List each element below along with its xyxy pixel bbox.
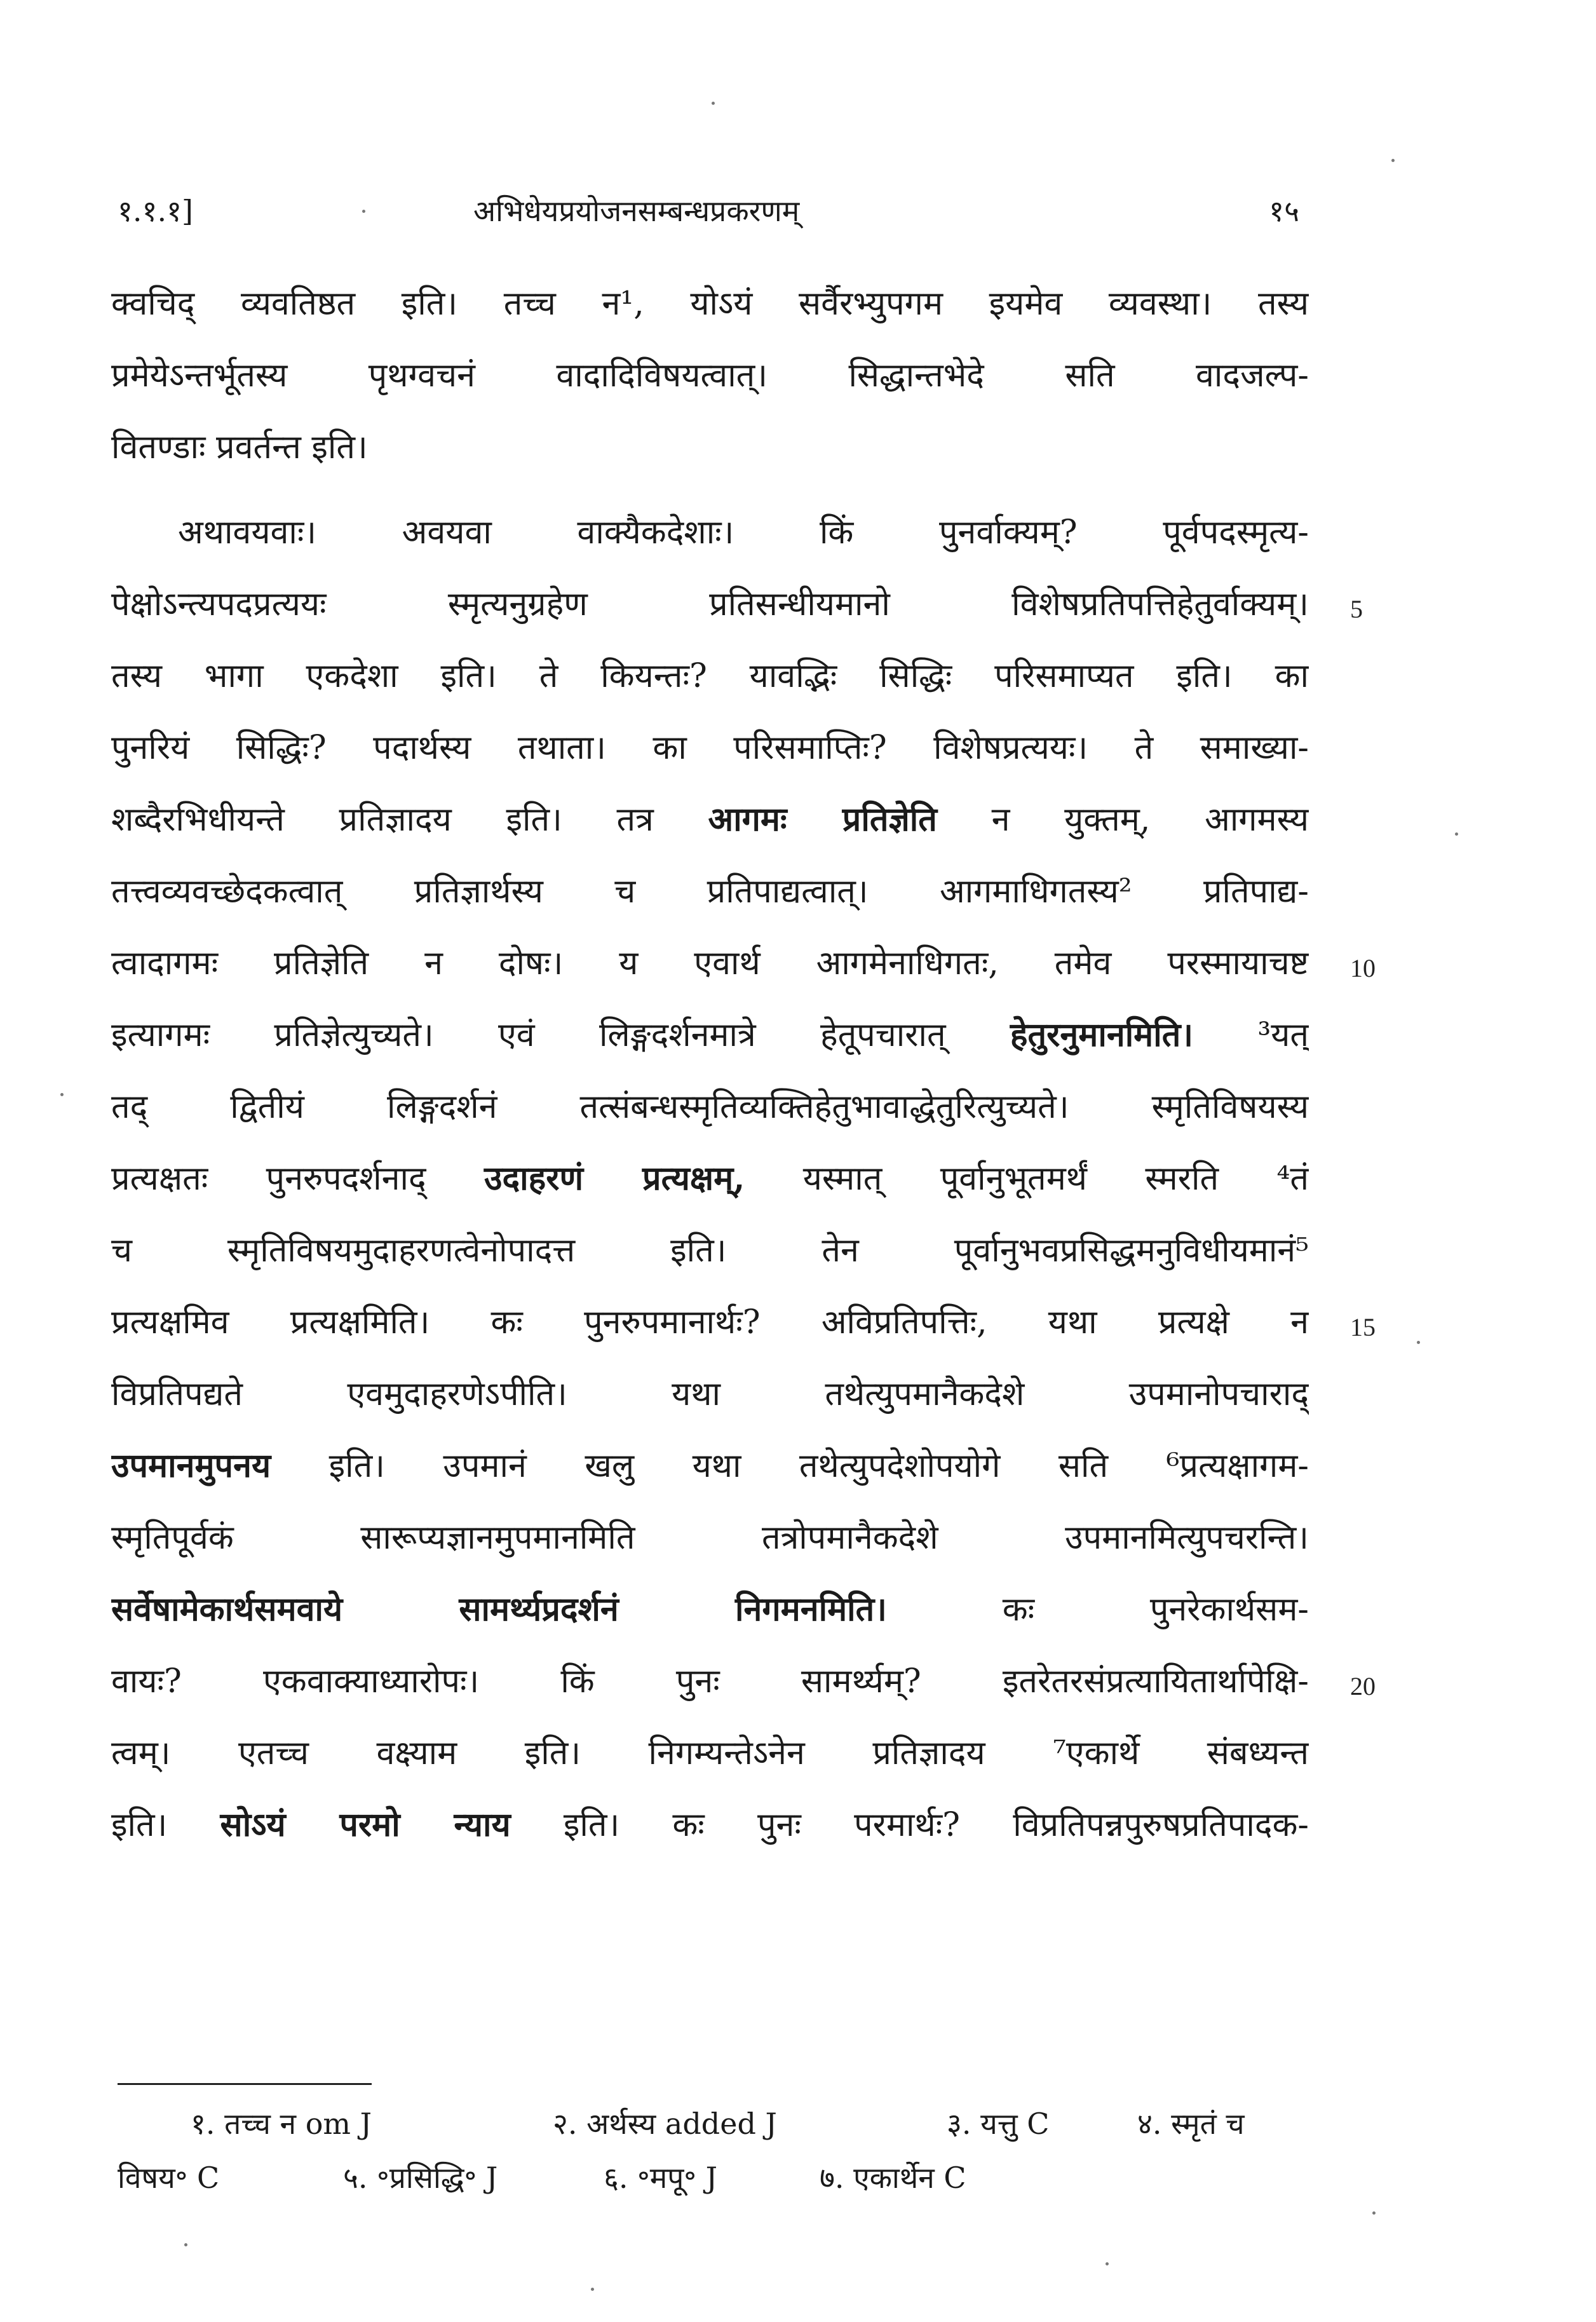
bold-term: हेतुरनुमानमिति। bbox=[1010, 1015, 1194, 1054]
scan-speck bbox=[1372, 2211, 1376, 2215]
text-line: इत्यागमः प्रतिज्ञेत्युच्यते। एवं लिङ्गदर्शनमात्रे हेतूपचारात् हेतुरनुमानमिति। ³यत् bbox=[111, 1015, 1309, 1054]
text-line: त्वादागमः प्रतिज्ञेति न दोषः। य एवार्थ आगमेनाधिगतः, तमेव परस्मायाचष्ट bbox=[111, 944, 1309, 982]
footnote: २. अर्थस्य added J bbox=[553, 2107, 777, 2141]
scan-speck bbox=[362, 210, 365, 213]
text-line: पेक्षोऽन्त्यपदप्रत्ययः स्मृत्यनुग्रहेण प्रतिसन्धीयमानो विशेषप्रतिपत्तिहेतुर्वाक्यम्। bbox=[111, 585, 1309, 623]
running-header bbox=[118, 191, 1299, 248]
text-line: च स्मृतिविषयमुदाहरणत्वेनोपादत्त इति। तेन पूर्वानुभवप्रसिद्धमनुविधीयमानं⁵ bbox=[111, 1232, 1309, 1270]
scan-speck bbox=[184, 2243, 187, 2246]
text-line: अथावयवाः। अवयवा वाक्यैकदेशाः। किं पुनर्वाक्यम्? पूर्वपदस्मृत्य- bbox=[178, 513, 1309, 552]
text-line: वायः? एकवाक्याध्यारोपः। किं पुनः सामर्थ्यम्? इतरेतरसंप्रत्यायितार्थापेक्षि- bbox=[111, 1662, 1309, 1701]
footnote: ५. ॰प्रसिद्धि॰ J bbox=[343, 2161, 498, 2195]
text-line: इति। सोऽयं परमो न्याय इति। कः पुनः परमार्थः? विप्रतिपन्नपुरुषप्रतिपादक- bbox=[111, 1805, 1309, 1844]
footnote: ४. स्मृतं च bbox=[1137, 2107, 1245, 2141]
text-line: शब्दैरभिधीयन्ते प्रतिज्ञादय इति। तत्र आगमः प्रतिज्ञेति न युक्तम्, आगमस्य bbox=[111, 800, 1309, 839]
footnote: ३. यत्तु C bbox=[947, 2107, 1050, 2141]
scan-speck bbox=[1417, 1341, 1420, 1344]
footnote: १. तच्च न om J bbox=[191, 2107, 372, 2141]
text-line: तद् द्वितीयं लिङ्गदर्शनं तत्संबन्धस्मृतिव्यक्तिहेतुभावाद्धेतुरित्युच्यते। स्मृतिविषयस्य bbox=[111, 1088, 1309, 1126]
line-number: 5 bbox=[1350, 595, 1363, 623]
scan-speck bbox=[1106, 2262, 1109, 2265]
bold-term: उदाहरणं प्रत्यक्षम्, bbox=[484, 1159, 745, 1198]
bold-term: सोऽयं परमो न्याय bbox=[220, 1805, 511, 1844]
scan-speck bbox=[1391, 159, 1395, 162]
text-line: प्रमेयेऽन्तर्भूतस्य पृथग्वचनं वादादिविषयत्वात्। सिद्धान्तभेदे सति वादजल्प- bbox=[111, 356, 1309, 395]
text-line: प्रत्यक्षमिव प्रत्यक्षमिति। कः पुनरुपमानार्थः? अविप्रतिपत्तिः, यथा प्रत्यक्षे न bbox=[111, 1303, 1309, 1341]
text-line: प्रत्यक्षतः पुनरुपदर्शनाद् उदाहरणं प्रत्यक्षम्, यस्मात् पूर्वानुभूतमर्थं स्मरति ⁴तं bbox=[111, 1159, 1309, 1198]
line-number: 20 bbox=[1350, 1672, 1376, 1701]
text-line: तस्य भागा एकदेशा इति। ते कियन्तः? यावद्भिः सिद्धिः परिसमाप्यत इति। का bbox=[111, 657, 1309, 695]
text-line: क्वचिद् व्यवतिष्ठत इति। तच्च न¹, योऽयं सर्वैरभ्युपगम इयमेव व्यवस्था। तस्य bbox=[111, 285, 1309, 323]
footnote-rule bbox=[118, 2083, 372, 2085]
bold-term: उपमानमुपनय bbox=[111, 1446, 271, 1485]
text-line: उपमानमुपनय इति। उपमानं खलु यथा तथेत्युपदेशोपयोगे सति ⁶प्रत्यक्षागम- bbox=[111, 1446, 1309, 1485]
text-line: स्मृतिपूर्वकं सारूप्यज्ञानमुपमानमिति तत्रोपमानैकदेशे उपमानमित्युपचरन्ति। bbox=[111, 1519, 1309, 1557]
text-line: विप्रतिपद्यते एवमुदाहरणेऽपीति। यथा तथेत्युपमानैकदेशे उपमानोपचाराद् bbox=[111, 1375, 1309, 1413]
chapter-title: अभिधेयप्रयोजनसम्बन्धप्रकरणम् bbox=[473, 194, 800, 228]
text-line: वितण्डाः प्रवर्तन्त इति। bbox=[111, 428, 368, 466]
scan-speck bbox=[1455, 832, 1458, 836]
footnote: ६. ॰मपू॰ J bbox=[604, 2161, 718, 2195]
text-line: त्वम्। एतच्च वक्ष्याम इति। निगम्यन्तेऽनेन प्रतिज्ञादय ⁷एकार्थे संबध्यन्त bbox=[111, 1734, 1309, 1772]
text-line: तत्त्वव्यवच्छेदकत्वात् प्रतिज्ञार्थस्य च प्रतिपाद्यत्वात्। आगमाधिगतस्य² प्रतिपाद्य- bbox=[111, 872, 1309, 911]
bold-term: आगमः प्रतिज्ञेति bbox=[708, 800, 937, 839]
section-reference: १.१.१] bbox=[118, 194, 193, 228]
line-number: 15 bbox=[1350, 1313, 1376, 1341]
bold-term: सर्वेषामेकार्थसमवाये सामर्थ्यप्रदर्शनं निगमनमिति। bbox=[111, 1590, 887, 1629]
text-line: पुनरियं सिद्धिः? पदार्थस्य तथाता। का परिसमाप्तिः? विशेषप्रत्ययः। ते समाख्या- bbox=[111, 729, 1309, 767]
scan-speck bbox=[591, 2288, 594, 2291]
scan-speck bbox=[60, 1093, 64, 1096]
scan-speck bbox=[712, 102, 715, 105]
footnote: विषय॰ C bbox=[118, 2161, 220, 2195]
text-line: सर्वेषामेकार्थसमवाये सामर्थ्यप्रदर्शनं निगमनमिति। कः पुनरेकार्थसम- bbox=[111, 1590, 1309, 1629]
line-number: 10 bbox=[1350, 954, 1376, 982]
footnote: ७. एकार्थेन C bbox=[820, 2161, 966, 2195]
page-number: १५ bbox=[1269, 194, 1299, 228]
